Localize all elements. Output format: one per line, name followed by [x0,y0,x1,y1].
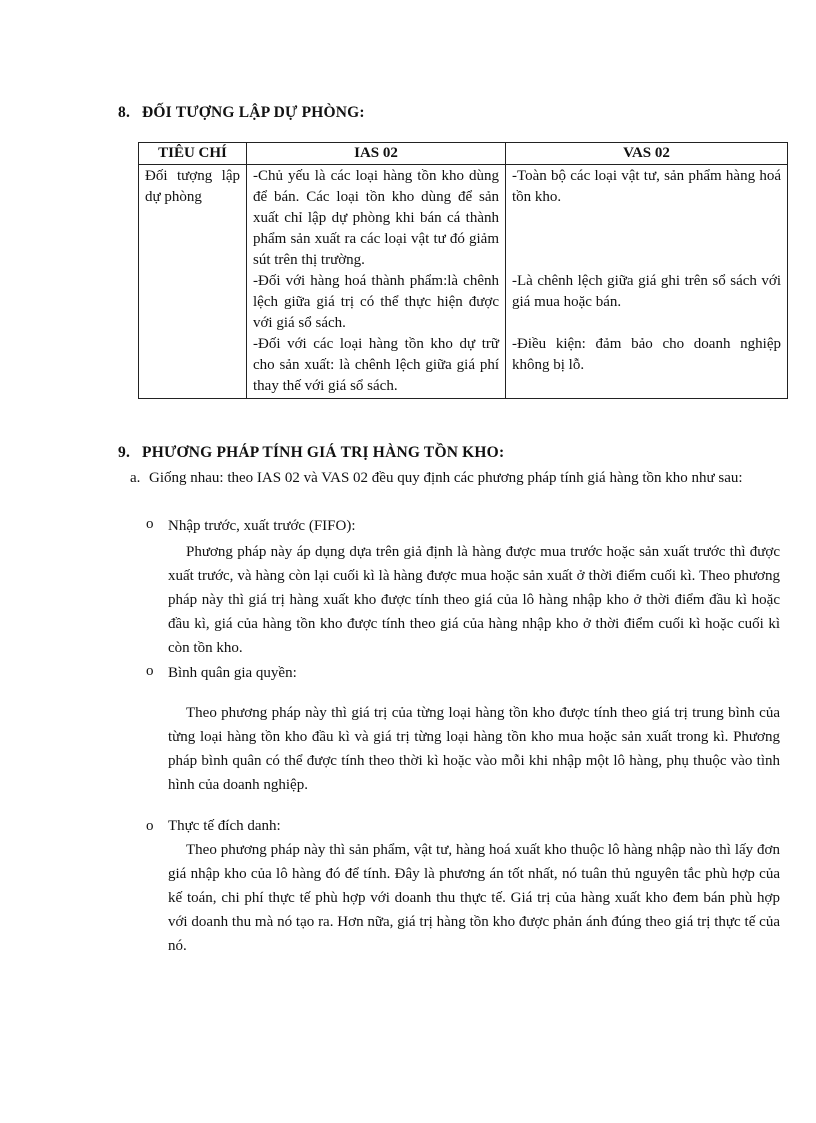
ias-paragraph: -Đối với các loại hàng tồn kho dự trữ cho sản xuất: là chênh lệch giữa giá phí thay thế với giá sổ sách. [253,336,499,394]
vas-paragraph: -Toàn bộ các loại vật tư, sản phẩm hàng hoá tồn kho. [512,168,781,205]
header-vas: VAS 02 [506,143,788,165]
method-title: Bình quân gia quyền: [168,665,297,681]
ias-cell [247,165,506,399]
method-title: Thực tế đích danh: [168,818,281,834]
section-9-heading [118,444,504,462]
item-a-marker: a. [130,470,141,486]
criterion-cell [139,165,247,399]
section-9-title: PHƯƠNG PHÁP TÍNH GIÁ TRỊ HÀNG TỒN KHO: [142,444,505,461]
method-body: Theo phương pháp này thì giá trị của từng loại hàng tồn kho được tính theo giá trị trung bình của từng loại hàng tồn kho đầu kì và giá trị từng loại hàng tồn kho mua hoặc sản xuất trong kì. Phương pháp bình quân có thể được tính theo thời kì hoặc vào mỗi khi nhập một lô hàng, phụ thuộc vào tình hình của doanh nghiệp. [168,705,780,793]
bullet-icon: o [146,516,154,532]
section-8-number: 8. [118,104,131,121]
ias-paragraph: -Đối với hàng hoá thành phẩm:là chênh lệch giữa giá trị có thể thực hiện được với giá sổ sách. [253,273,499,331]
item-a-text: Giống nhau: theo IAS 02 và VAS 02 đều quy định các phương pháp tính giá hàng tồn kho như sau: [149,470,743,486]
vas-cell [506,165,788,399]
table-row [139,165,788,399]
method-body: Phương pháp này áp dụng dựa trên giả định là hàng được mua trước hoặc sản xuất trước thì được xuất trước, và hàng còn lại cuối kì là hàng được mua hoặc sản xuất ở thời điểm cuối kì. Theo phương pháp này thì giá trị hàng xuất kho được tính theo giá của lô hàng nhập kho ở thời điểm đầu kì hoặc đầu kì, giá của hàng tồn kho được tính theo giá của hàng nhập kho ở thời điểm cuối kì hoặc cuối kì còn tồn kho. [168,544,780,656]
comparison-table [138,142,788,399]
ias-paragraph: -Chủ yếu là các loại hàng tồn kho dùng để bán. Các loại tồn kho dùng để sản xuất chỉ lập dự phòng khi bán cá thành phẩm sản xuất ra các loại vật tư đó giảm sút trên thị trường. [253,168,499,268]
table-header-row [139,143,788,165]
criterion-text: Đối tượng lập dự phòng [145,168,240,205]
bullet-icon: o [146,818,154,834]
header-criterion: TIÊU CHÍ [139,143,247,165]
vas-paragraph: -Điều kiện: đảm bảo cho doanh nghiệp không bị lỗ. [512,336,781,373]
section-9-number: 9. [118,444,131,461]
header-ias: IAS 02 [247,143,506,165]
vas-paragraph: -Là chênh lệch giữa giá ghi trên sổ sách với giá mua hoặc bán. [512,273,781,310]
method-title: Nhập trước, xuất trước (FIFO): [168,518,356,534]
section-8-heading [118,104,365,122]
section-8-title: ĐỐI TƯỢNG LẬP DỰ PHÒNG: [142,104,365,121]
method-body: Theo phương pháp này thì sản phẩm, vật tư, hàng hoá xuất kho thuộc lô hàng nhập nào thì lấy đơn giá nhập kho của lô hàng đó để tính. Đây là phương án tốt nhất, nó tuân thủ nguyên tắc phù hợp của kế toán, chi phí thực tế phù hợp với doanh thu thực tế. Giá trị của hàng xuất kho đem bán phù hợp với doanh thu mà nó tạo ra. Hơn nữa, giá trị hàng tồn kho được phản ánh đúng theo giá trị thực tế của nó. [168,842,780,954]
bullet-icon: o [146,663,154,679]
